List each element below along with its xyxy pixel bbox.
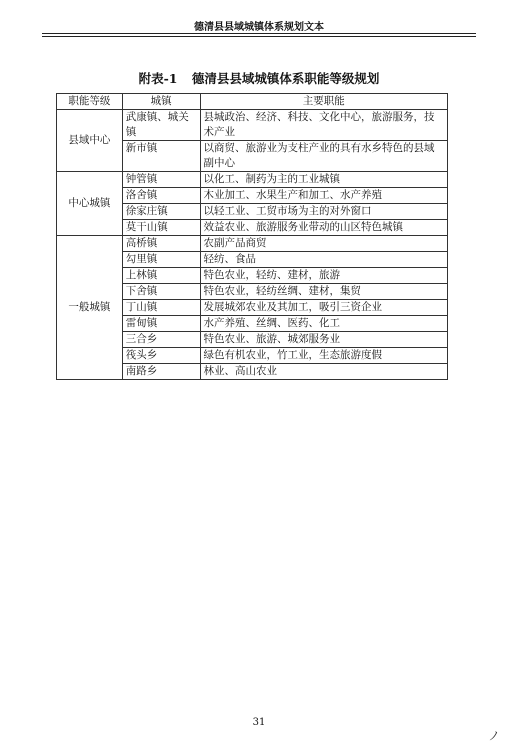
function-cell: 效益农业、旅游服务业带动的山区特色城镇: [200, 220, 447, 236]
level-cell: 县域中心: [57, 110, 123, 172]
town-cell: 莫干山镇: [122, 220, 200, 236]
scan-mark: ノ: [487, 729, 500, 743]
town-cell: 高桥镇: [122, 236, 200, 252]
function-cell: 特色农业，轻纺丝绸、建材，集贸: [200, 284, 447, 300]
column-header-town: 城镇: [122, 94, 200, 110]
town-cell: 南路乡: [122, 364, 200, 380]
level-cell: 中心城镇: [57, 172, 123, 236]
level-cell: 一般城镇: [57, 236, 123, 380]
town-cell: 徐家庄镇: [122, 204, 200, 220]
town-cell: 钟管镇: [122, 172, 200, 188]
function-cell: 特色农业，轻纺、建材，旅游: [200, 268, 447, 284]
function-cell: 农副产品商贸: [200, 236, 447, 252]
town-cell: 新市镇: [122, 141, 200, 172]
town-cell: 筏头乡: [122, 348, 200, 364]
town-cell: 三合乡: [122, 332, 200, 348]
function-cell: 木业加工、水果生产和加工、水产养殖: [200, 188, 447, 204]
town-cell: 丁山镇: [122, 300, 200, 316]
header-rule: [42, 33, 476, 34]
town-cell: 上林镇: [122, 268, 200, 284]
town-cell: 勾里镇: [122, 252, 200, 268]
table-caption-title: 德清县县域城镇体系职能等级规划: [191, 71, 380, 86]
town-cell: 下舍镇: [122, 284, 200, 300]
table-header-row: [57, 94, 448, 110]
function-cell: 县城政治、经济、科技、文化中心，旅游服务，技术产业: [200, 110, 447, 141]
function-cell: 以化工、制药为主的工业城镇: [200, 172, 447, 188]
table-body: [57, 110, 448, 380]
page-number: 31: [252, 717, 266, 728]
town-cell: 洛舍镇: [122, 188, 200, 204]
function-cell: 林业、高山农业: [200, 364, 447, 380]
town-cell: 武康镇、城关镇: [122, 110, 200, 141]
table-row: [57, 110, 448, 141]
function-cell: 绿色有机农业，竹工业，生态旅游度假: [200, 348, 447, 364]
table-caption-label: 附表-1: [138, 71, 178, 86]
function-cell: 水产养殖、丝绸、医药、化工: [200, 316, 447, 332]
function-cell: 特色农业、旅游、城郊服务业: [200, 332, 447, 348]
table-row: [57, 172, 448, 188]
header-rule-thin: [42, 36, 476, 37]
running-header: 德清县县域城镇体系规划文本: [194, 22, 324, 33]
function-cell: 轻纺、食品: [200, 252, 447, 268]
function-cell: 以商贸、旅游业为支柱产业的具有水乡特色的县域副中心: [200, 141, 447, 172]
column-header-level: 职能等级: [57, 94, 123, 110]
table-row: [57, 236, 448, 252]
column-header-function: 主要职能: [200, 94, 447, 110]
function-cell: 以轻工业、工贸市场为主的对外窗口: [200, 204, 447, 220]
table-caption: [0, 69, 518, 87]
town-cell: 雷甸镇: [122, 316, 200, 332]
town-function-table: [56, 93, 448, 380]
function-cell: 发展城郊农业及其加工，吸引三资企业: [200, 300, 447, 316]
